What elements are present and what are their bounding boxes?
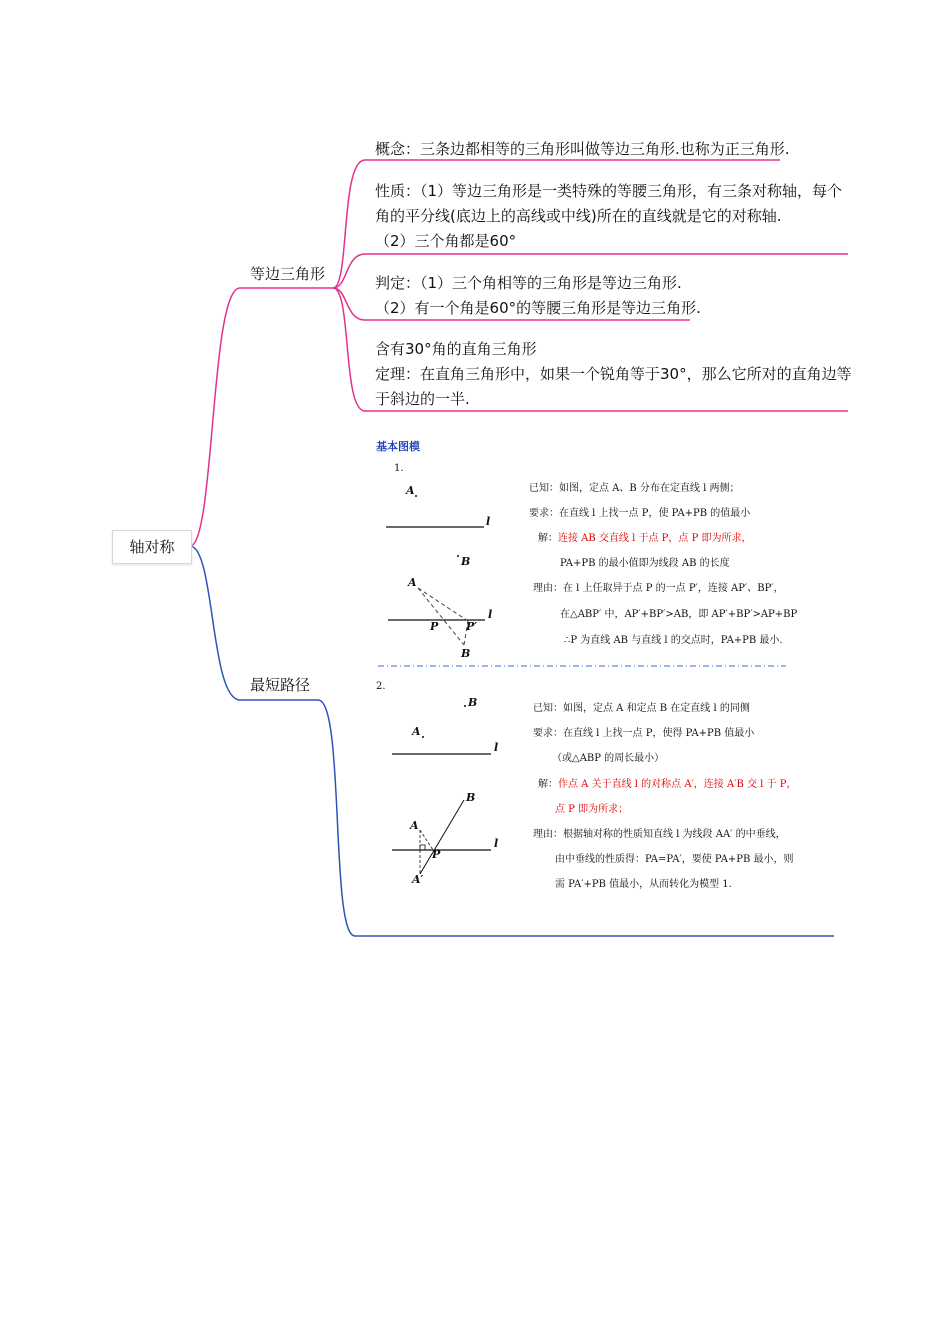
model1-label-p: P bbox=[430, 620, 439, 633]
model2-label-p: P bbox=[432, 848, 441, 861]
model2-solution-red1: 作点 A 关于直线 l 的对称点 A′，连接 A′B 交 l 于 P， bbox=[558, 779, 797, 790]
model2-solution-prefix: 解： bbox=[538, 779, 558, 790]
model1-label-l: l bbox=[488, 608, 493, 621]
branch-equilateral-label[interactable]: 等边三角形 bbox=[250, 265, 326, 283]
model2-label-a-prime: A′ bbox=[412, 873, 424, 886]
model2-solution-red2: 点 P 即为所求； bbox=[555, 804, 629, 815]
model1-given: 已知：如图，定点 A、B 分布在定直线 l 两侧； bbox=[529, 483, 740, 494]
leaf-thirty-line3: 于斜边的一半. bbox=[375, 390, 470, 408]
model2-given: 已知：如图，定点 A 和定点 B 在定直线 l 的同侧 bbox=[533, 703, 750, 714]
model1-reason2: 在△ABP′ 中，AP′+BP′>AB，即 AP′+BP′>AP+BP bbox=[560, 609, 798, 620]
model1-segment-ap2 bbox=[418, 588, 468, 621]
leaf-concept: 概念：三条边都相等的三角形叫做等边三角形.也称为正三角形. bbox=[375, 140, 790, 158]
leaf-judgement-line1: 判定：（1）三个角相等的三角形是等边三角形. bbox=[375, 274, 682, 292]
root-node[interactable]: 轴对称 bbox=[112, 530, 192, 564]
model2-label-l-top: l bbox=[494, 741, 499, 754]
model1-label-b-top: B bbox=[461, 555, 471, 568]
model2-reason2: 由中垂线的性质得：PA=PA′，要使 PA+PB 最小，则 bbox=[555, 854, 794, 865]
leaf-property-line1: 性质：（1）等边三角形是一类特殊的等腰三角形，有三条对称轴，每个 bbox=[375, 182, 843, 200]
model1-reason3: ∴P 为直线 AB 与直线 l 的交点时，PA+PB 最小. bbox=[564, 635, 783, 646]
model2-label-a: A bbox=[410, 819, 419, 832]
model2-require2: （或△ABP 的周长最小） bbox=[552, 753, 665, 764]
model1-segment-ab bbox=[418, 588, 464, 645]
leaf-judgement-line2: （2）有一个角是60°的等腰三角形是等边三角形. bbox=[375, 299, 701, 317]
model1-label-l-top: l bbox=[486, 515, 491, 528]
model2-solution bbox=[538, 772, 796, 797]
model1-reason1: 理由：在 l 上任取异于点 P 的一点 P′，连接 AP′、BP′， bbox=[533, 583, 784, 594]
model2-reason3: 需 PA′+PB 值最小，从而转化为模型 1. bbox=[555, 879, 732, 890]
model1-label-p-prime: P′ bbox=[466, 620, 478, 633]
model2-label-a-top: A bbox=[412, 725, 421, 738]
model1-solution-prefix: 解： bbox=[538, 533, 558, 544]
model2-label-b-top: B bbox=[468, 696, 478, 709]
model2-right-angle-mark bbox=[420, 845, 425, 850]
model1-label-b: B bbox=[461, 647, 471, 660]
model1-solution-note: PA+PB 的最小值即为线段 AB 的长度 bbox=[560, 558, 730, 569]
leaf-property-line2: 角的平分线(底边上的高线或中线)所在的直线就是它的对称轴. bbox=[375, 207, 782, 225]
model2-number: 2. bbox=[376, 681, 386, 692]
connector-root-equilateral bbox=[190, 288, 333, 546]
model1-solution bbox=[538, 526, 751, 551]
leaf-thirty-line2: 定理：在直角三角形中，如果一个锐角等于30°，那么它所对的直角边等 bbox=[375, 365, 852, 383]
branch-shortest-label[interactable]: 最短路径 bbox=[250, 676, 311, 694]
model2-segment-ab-prime bbox=[420, 800, 464, 874]
models-heading: 基本图模 bbox=[376, 440, 420, 453]
model2-label-l: l bbox=[494, 837, 499, 850]
leaf-property-line3: （2）三个角都是60° bbox=[375, 232, 517, 250]
model1-require: 要求：在直线 l 上找一点 P，使 PA+PB 的值最小 bbox=[529, 508, 751, 519]
model2-label-b: B bbox=[466, 791, 476, 804]
model1-solution-red: 连接 AB 交直线 l 于点 P，点 P 即为所求， bbox=[558, 533, 752, 544]
model2-segment-ap bbox=[420, 830, 433, 850]
model2-require: 要求：在直线 l 上找一点 P，使得 PA+PB 值最小 bbox=[533, 728, 755, 739]
model1-number: 1. bbox=[394, 463, 404, 474]
model2-reason1: 理由：根据轴对称的性质知直线 l 为线段 AA′ 的中垂线， bbox=[533, 829, 786, 840]
model1-label-a-top: A bbox=[406, 484, 415, 497]
leaf-thirty-line1: 含有30°角的直角三角形 bbox=[375, 340, 537, 358]
model1-label-a: A bbox=[408, 576, 417, 589]
